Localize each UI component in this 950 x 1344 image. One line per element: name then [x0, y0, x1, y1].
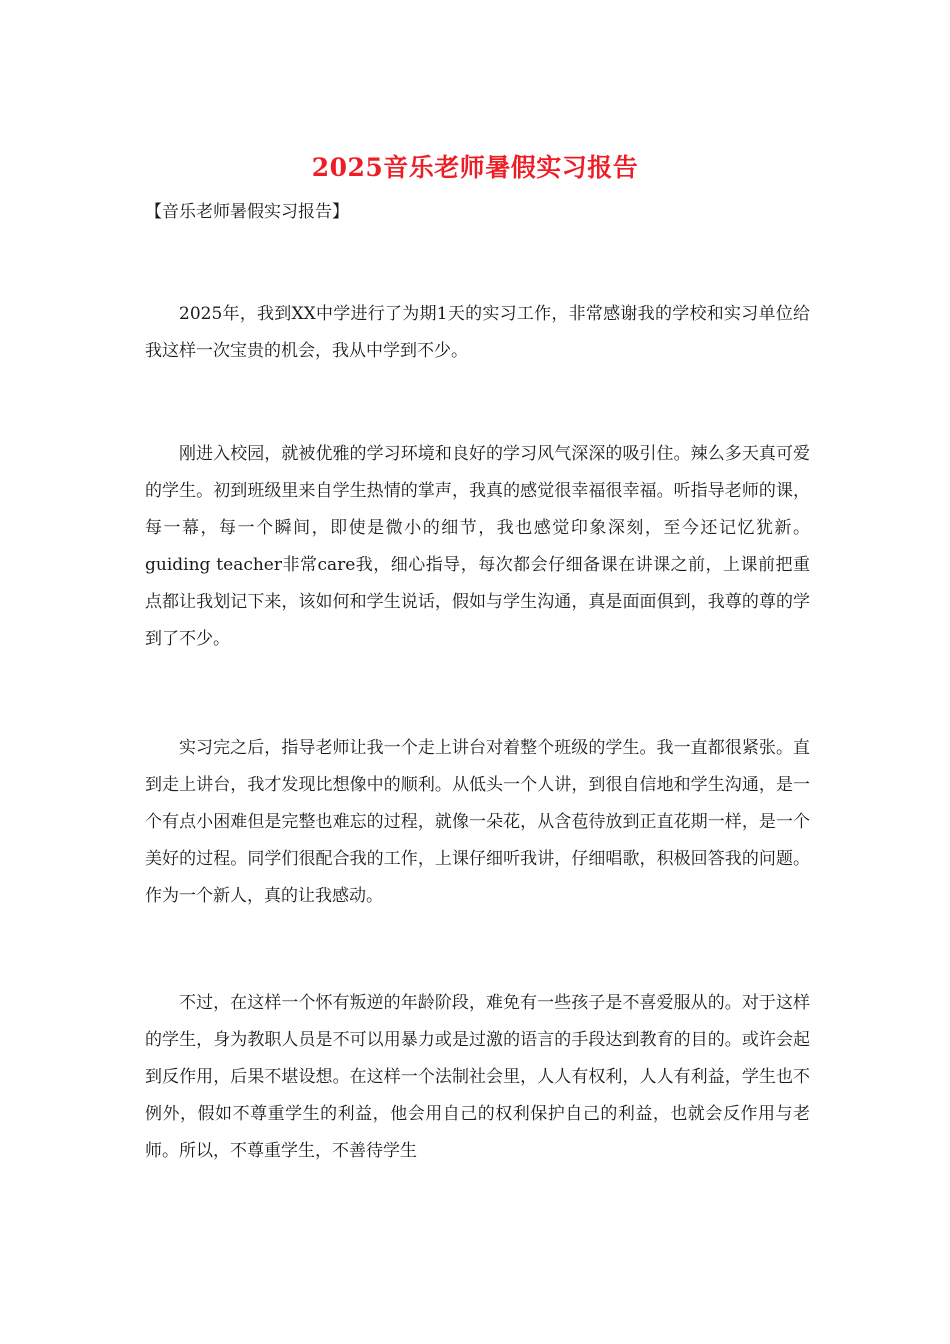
paragraph-4: 不过，在这样一个怀有叛逆的年龄阶段，难免有一些孩子是不喜爱服从的。对于这样的学生，身为教职人员是不可以用暴力或是过激的语言的手段达到教育的目的。或许会起到反作用，后果不堪设想。在这样一个法制社会里，人人有权利，人人有利益，学生也不例外，假如不尊重学生的利益，他会用自己的权利保护自己的利益，也就会反作用与老师。所以，不尊重学生，不善待学生 — [145, 993, 810, 1161]
document-title: 2025音乐老师暑假实习报告 — [311, 153, 639, 182]
paragraph-3: 实习完之后，指导老师让我一个走上讲台对着整个班级的学生。我一直都很紧张。直到走上讲台，我才发现比想像中的顺利。从低头一个人讲，到很自信地和学生沟通，是一个有点小困难但是完整也难忘的过程，就像一朵花，从含苞待放到正直花期一样，是一个美好的过程。同学们很配合我的工作，上课仔细听我讲，仔细唱歌，积极回答我的问题。作为一个新人，真的让我感动。 — [145, 738, 810, 906]
document-subtitle: 【音乐老师暑假实习报告】 — [145, 202, 349, 222]
paragraph-1: 2025年，我到XX中学进行了为期1天的实习工作，非常感谢我的学校和实习单位给我这样一次宝贵的机会，我从中学到不少。 — [145, 304, 810, 361]
paragraph-2: 刚进入校园，就被优雅的学习环境和良好的学习风气深深的吸引住。辣么多天真可爱的学生。初到班级里来自学生热情的掌声，我真的感觉很幸福很幸福。听指导老师的课，每一幕，每一个瞬间，即使是微小的细节，我也感觉印象深刻，至今还记忆犹新。guiding teacher非常care我，细心指导，每次都会仔细备课在讲课之前，上课前把重点都让我划记下来，该如何和学生说话，假如与学生沟通，真是面面俱到，我尊的尊的学到了不少。 — [145, 444, 810, 649]
